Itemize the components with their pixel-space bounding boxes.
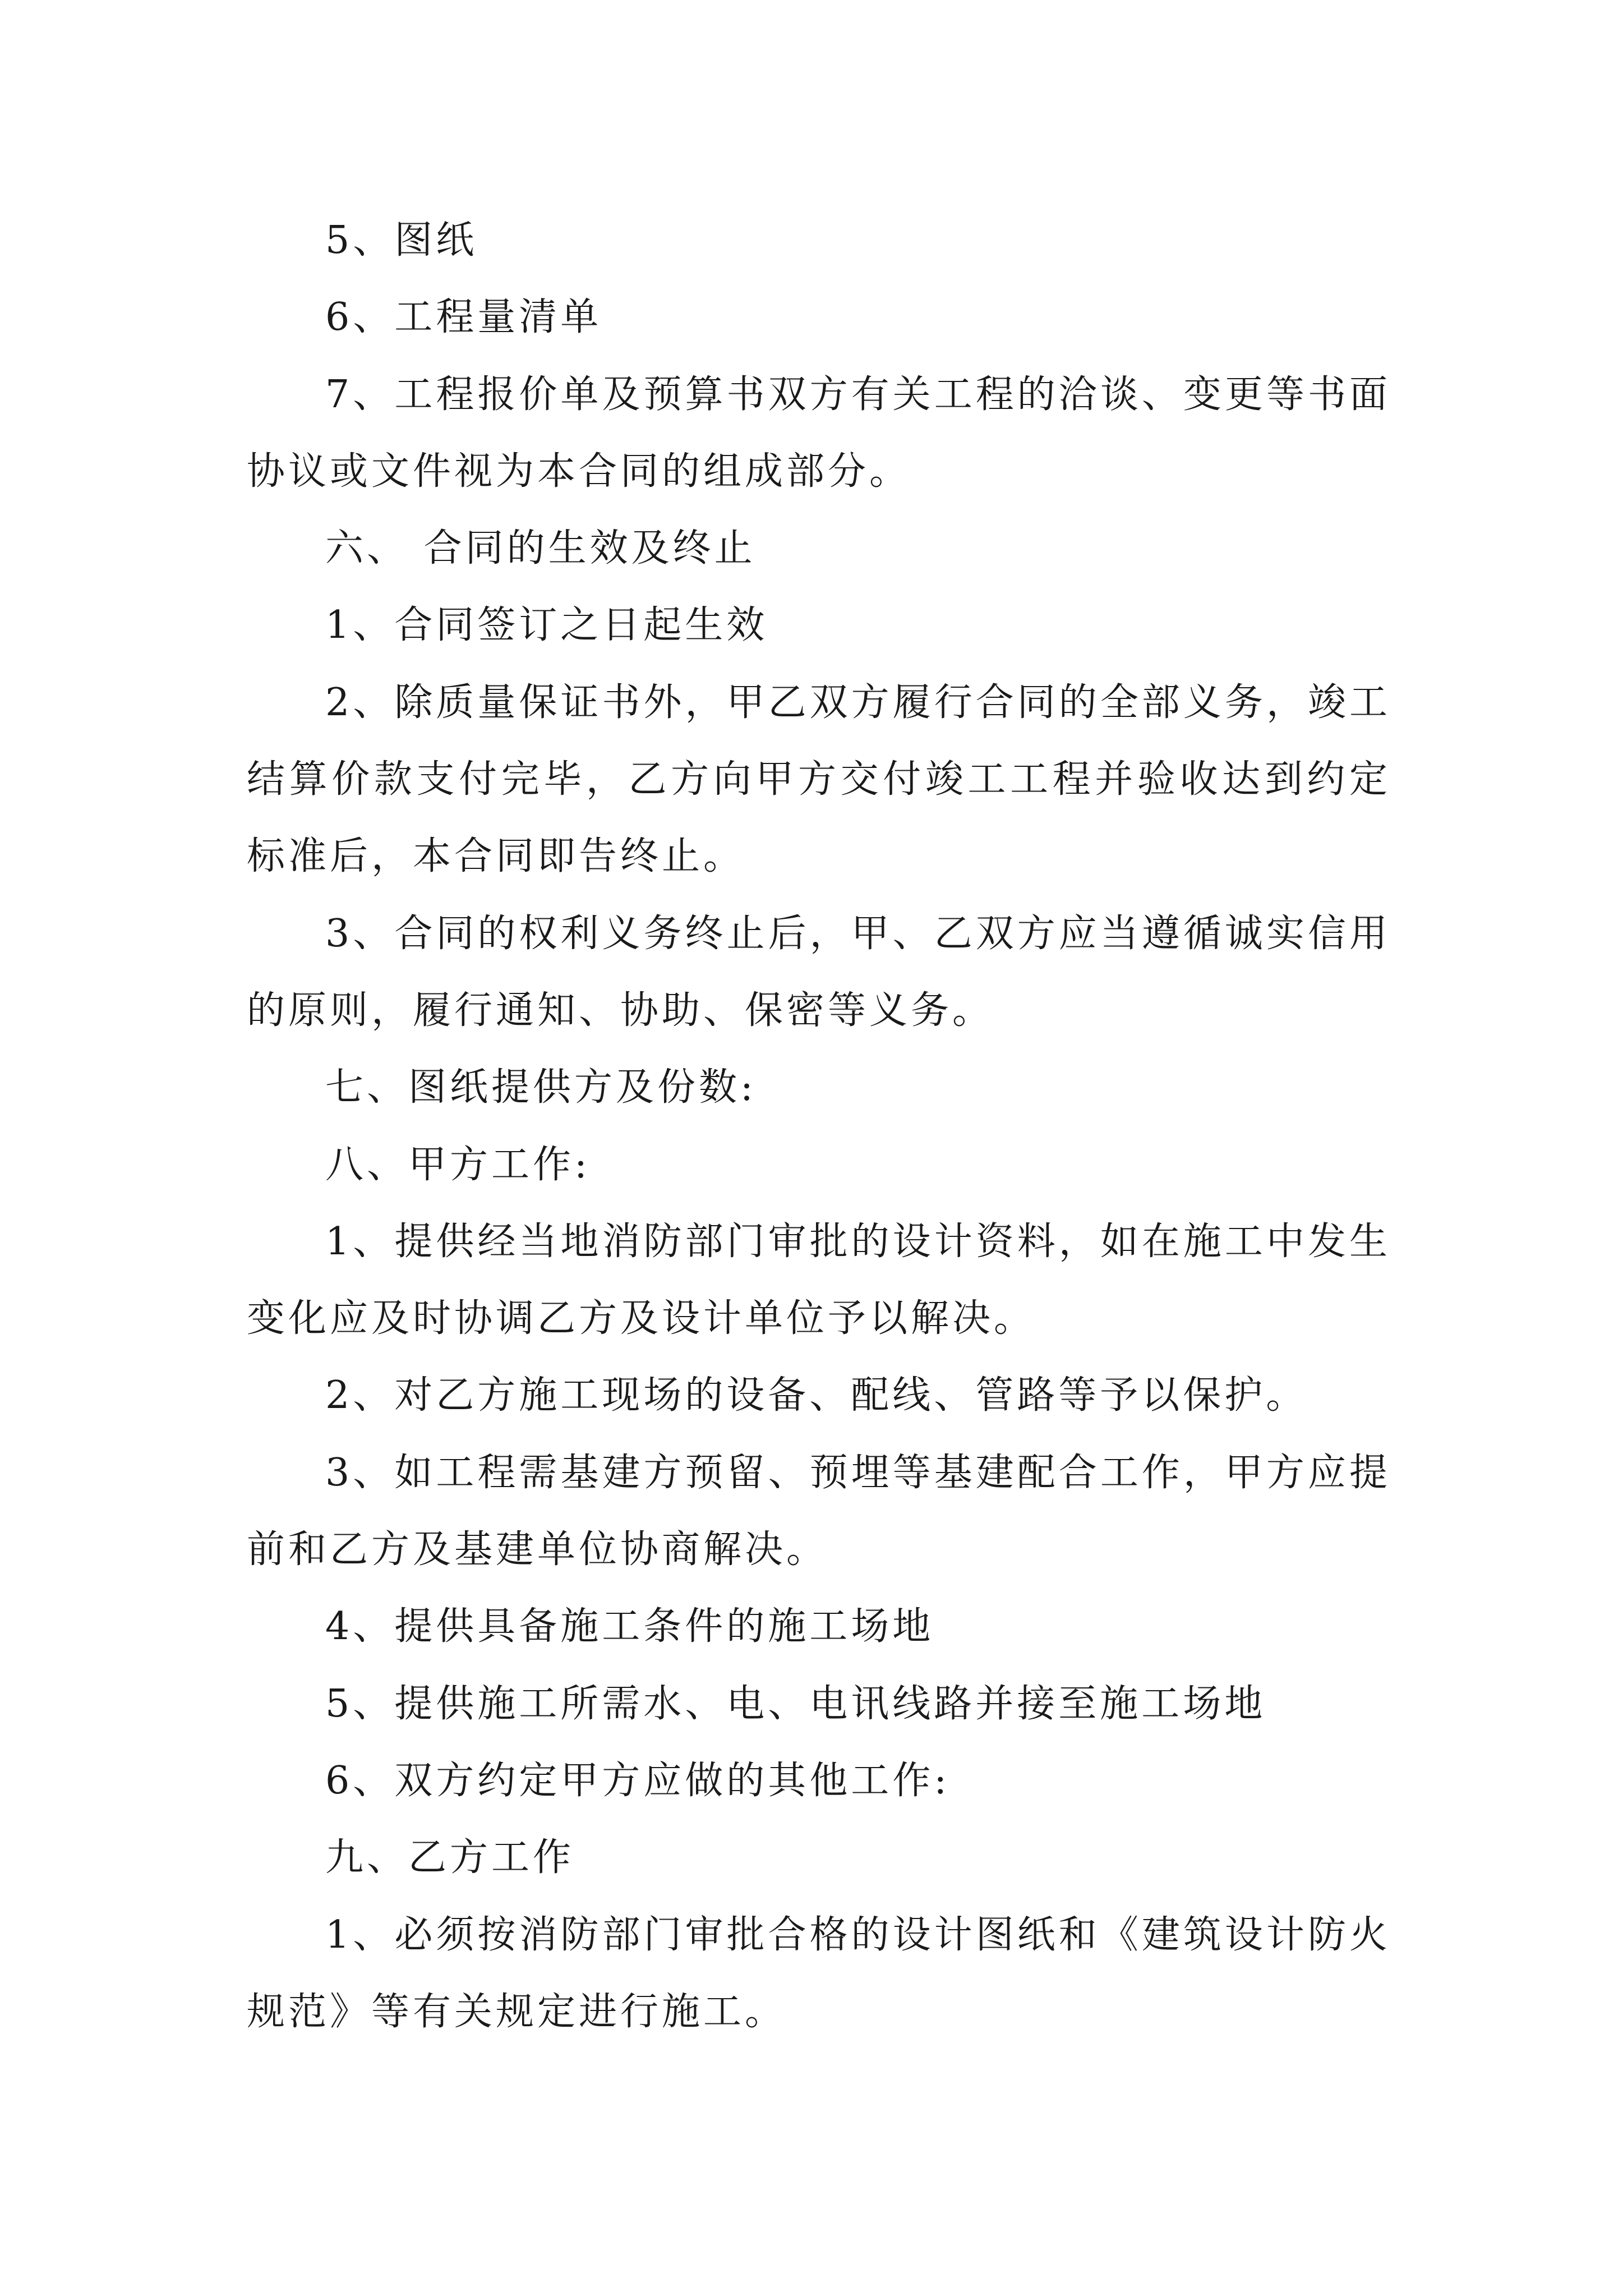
clause-post-termination-duties: 3、合同的权利义务终止后，甲、乙双方应当遵循诚实信用的原则，履行通知、协助、保密等义务。 <box>247 911 1391 1033</box>
party-b-item-1: 1、必须按消防部门审批合格的设计图纸和《建筑设计防火规范》等有关规定进行施工。 <box>247 1912 1391 2034</box>
section-heading-party-b-work: 九、乙方工作 <box>325 1835 575 1880</box>
item-bill-of-quantities: 6、工程量清单 <box>325 295 602 340</box>
party-a-item-1: 1、提供经当地消防部门审批的设计资料，如在施工中发生变化应及时协调乙方及设计单位予以解决。 <box>247 1219 1391 1341</box>
section-heading-drawings-provider: 七、图纸提供方及份数: <box>325 1065 757 1110</box>
item-quotation-and-budget: 7、工程报价单及预算书双方有关工程的洽谈、变更等书面协议或文件视为本合同的组成部分。 <box>247 372 1391 494</box>
party-a-item-4: 4、提供具备施工条件的施工场地 <box>325 1604 934 1649</box>
party-a-item-2: 2、对乙方施工现场的设备、配线、管路等予以保护。 <box>325 1373 1308 1418</box>
item-drawings: 5、图纸 <box>325 218 478 263</box>
section-heading-effect-termination: 六、 合同的生效及终止 <box>325 526 756 571</box>
clause-termination: 2、除质量保证书外，甲乙双方履行合同的全部义务，竣工结算价款支付完毕，乙方向甲方交付竣工工程并验收达到约定标准后，本合同即告终止。 <box>247 680 1391 879</box>
party-a-item-5: 5、提供施工所需水、电、电讯线路并接至施工场地 <box>325 1681 1266 1726</box>
clause-effective-date: 1、合同签订之日起生效 <box>325 603 768 648</box>
document-page <box>247 202 1391 2050</box>
party-a-item-6: 6、双方约定甲方应做的其他工作: <box>325 1758 951 1803</box>
section-heading-party-a-work: 八、甲方工作: <box>325 1142 591 1187</box>
party-a-item-3: 3、如工程需基建方预留、预埋等基建配合工作，甲方应提前和乙方及基建单位协商解决。 <box>247 1450 1391 1572</box>
